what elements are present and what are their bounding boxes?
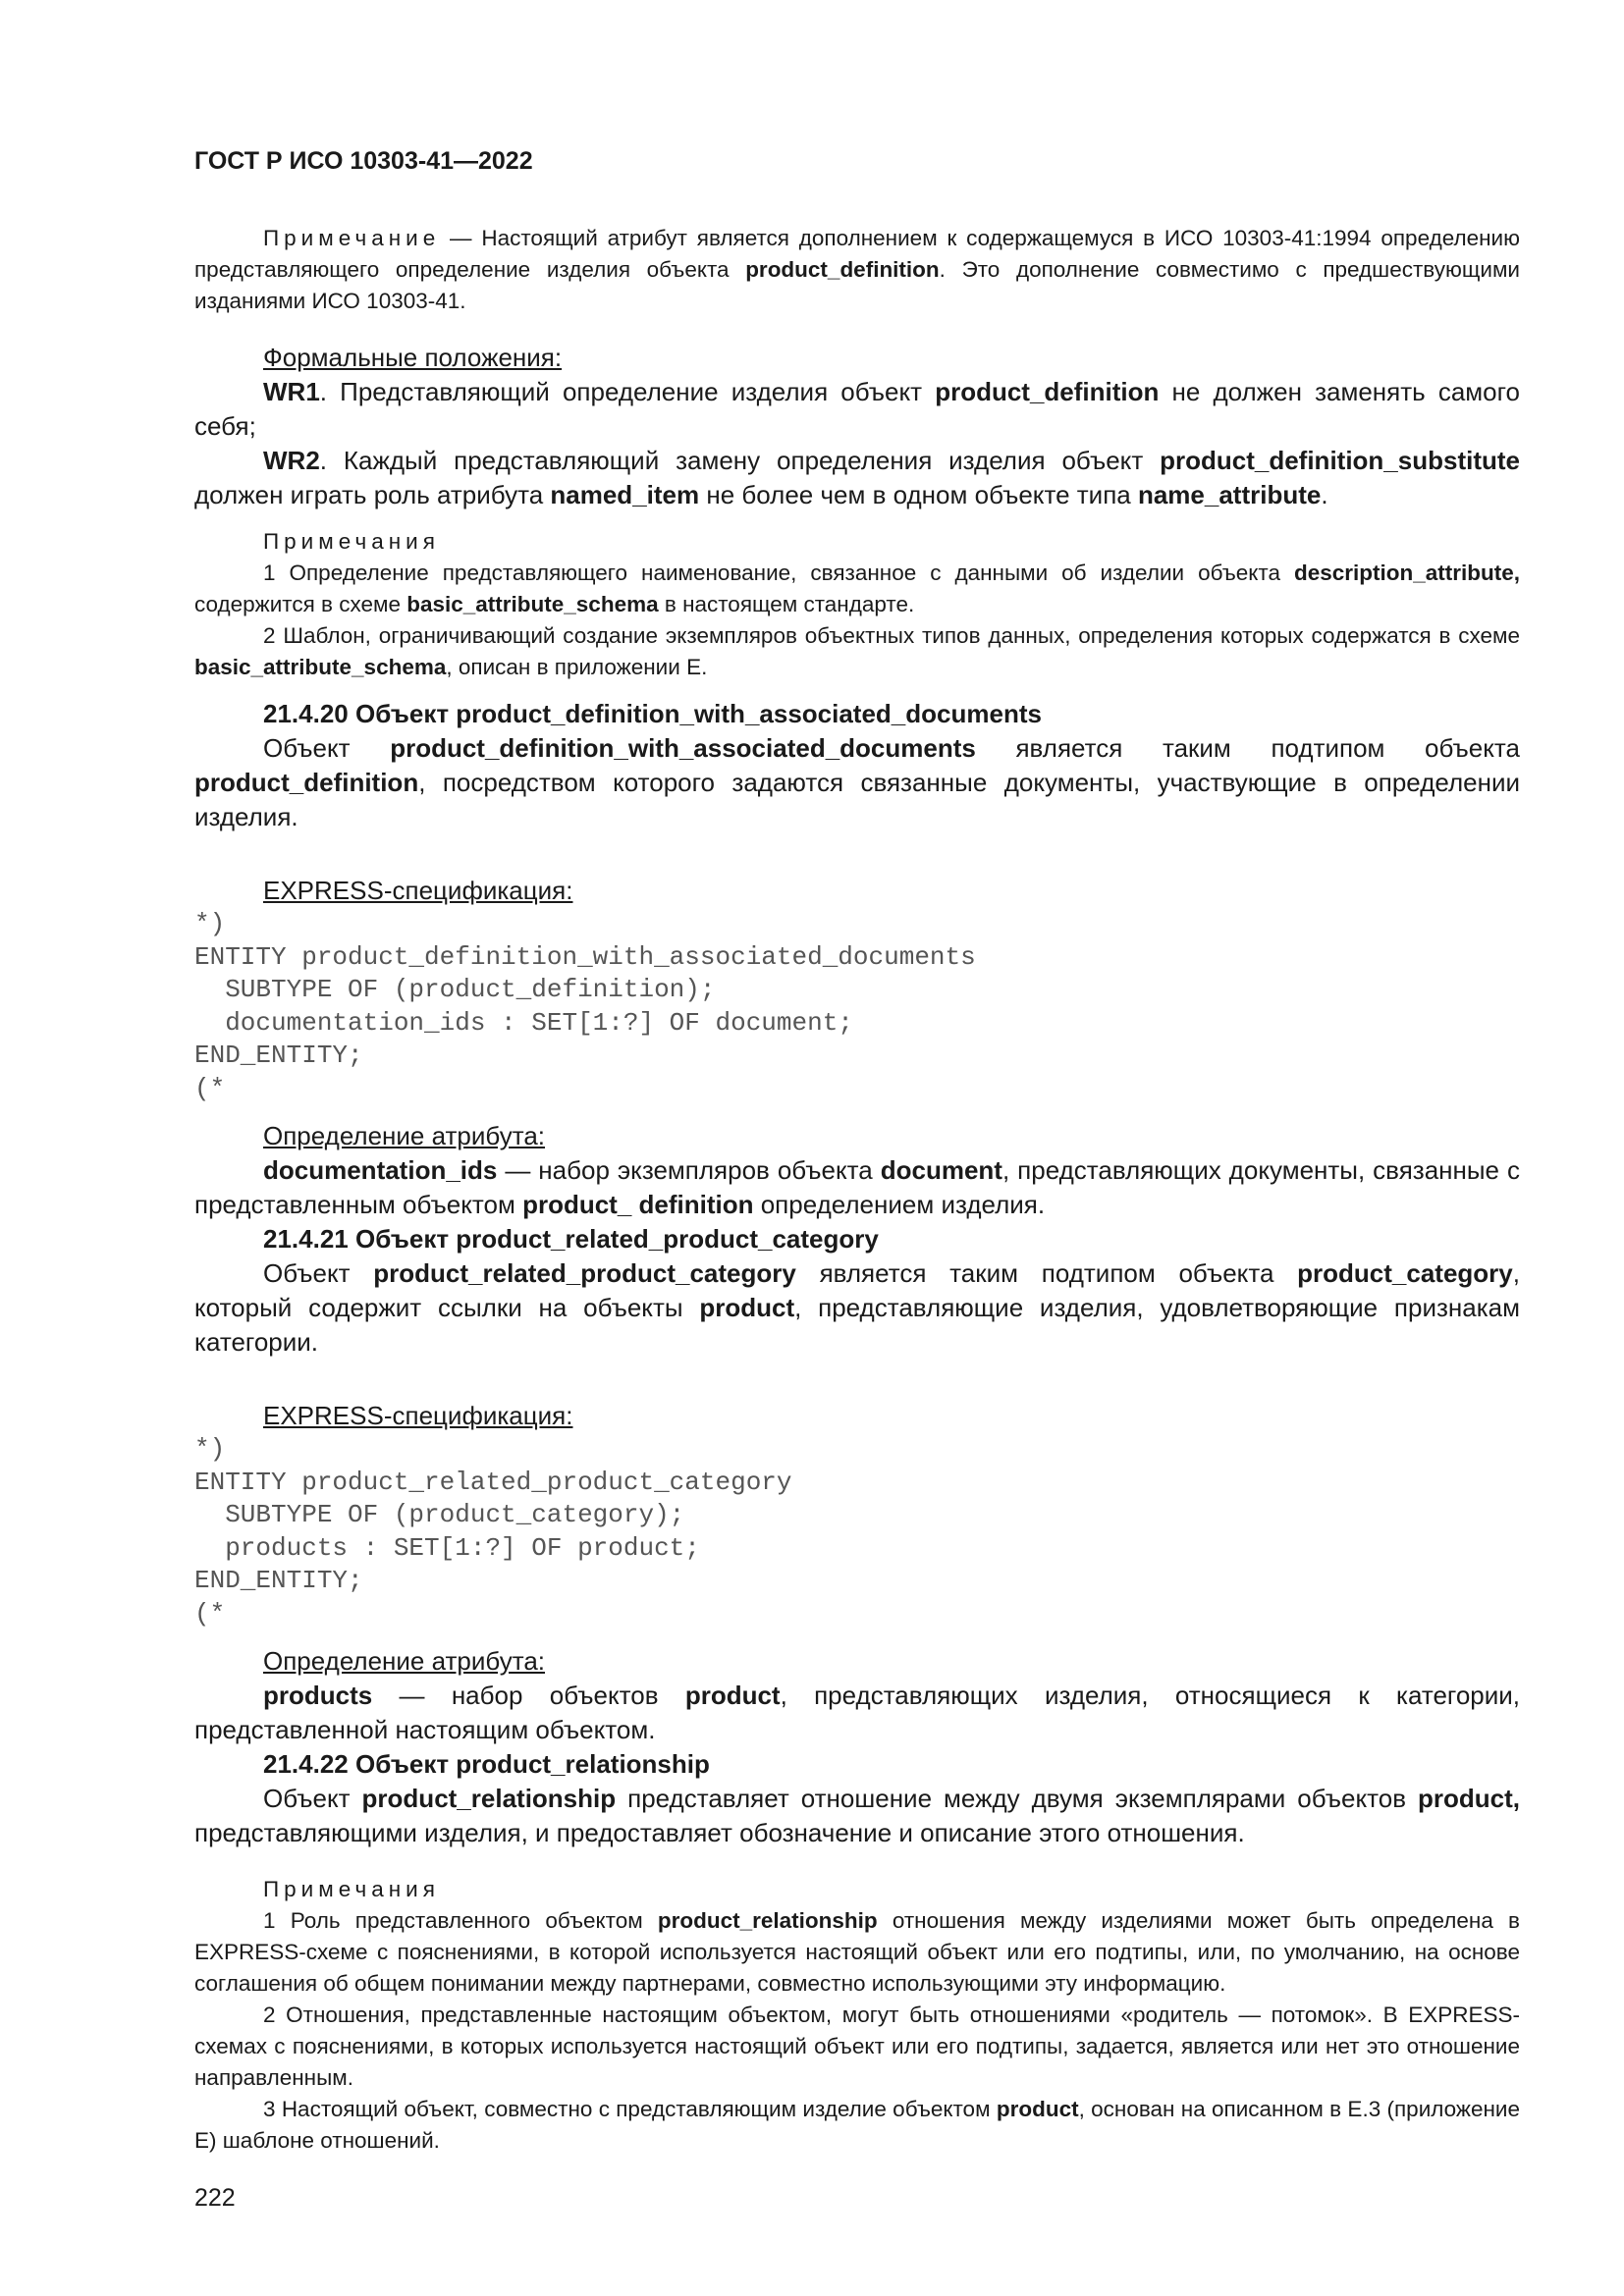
express-code-block xyxy=(194,1433,1520,1630)
page-number: 222 xyxy=(194,2184,236,2212)
code-line: SUBTYPE OF (product_definition); xyxy=(194,975,716,1004)
code-line: *) xyxy=(194,1434,226,1464)
rule-wr2: WR2. Каждый представляющий замену определения изделия объект product_definition_substitute должен играть роль атрибута named_item не более чем в одном объекте типа name_attribute. xyxy=(194,446,1520,509)
code-line: *) xyxy=(194,909,226,938)
code-line: ENTITY product_definition_with_associated_documents xyxy=(194,941,976,972)
section-heading-21-4-21: 21.4.21 Объект product_related_product_category xyxy=(263,1224,879,1254)
code-line: documentation_ids : SET[1:?] OF document; xyxy=(194,1007,853,1038)
code-line: (* xyxy=(194,1073,226,1103)
note-paragraph: Примечание — Настоящий атрибут является дополнением к содержащемуся в ИСО 10303-41:1994 определению представляющего определение изделия объекта product_definition. Это дополнение совместимо с предшествующими изданиями ИСО 10303-41. xyxy=(194,226,1521,313)
attribute-definition-label: Определение атрибута: xyxy=(263,1646,546,1676)
attribute-definition: documentation_ids — набор экземпляров объекта document, представляющих документы, связанные с представленным объектом product_ definition определением изделия. xyxy=(194,1155,1520,1219)
attribute-definition: products — набор объектов product, представляющих изделия, относящиеся к категории, представленной настоящим объектом. xyxy=(194,1681,1521,1744)
section-paragraph: Объект product_relationship представляет отношение между двумя экземплярами объектов product, представляющими изделия, и предоставляет обозначение и описание этого отношения. xyxy=(194,1784,1521,1847)
code-line: products : SET[1:?] OF product; xyxy=(194,1532,700,1563)
express-code-block xyxy=(194,908,1520,1105)
rule-wr1: WR1. Представляющий определение изделия объект product_definition не должен заменять самого себя; xyxy=(194,377,1520,441)
express-spec-label: EXPRESS-спецификация: xyxy=(263,1401,573,1430)
express-spec-label: EXPRESS-спецификация: xyxy=(263,876,573,905)
code-line: (* xyxy=(194,1598,226,1629)
code-line: END_ENTITY; xyxy=(194,1041,363,1070)
note-label: Примечание xyxy=(263,226,441,250)
note-item: 2 Шаблон, ограничивающий создание экземпляров объектных типов данных, определения которых содержатся в схеме basic_attribute_schema, описан в приложении E. xyxy=(194,623,1520,679)
code-line: ENTITY product_related_product_category xyxy=(194,1467,792,1497)
section-paragraph: Объект product_related_product_category является таким подтипом объекта product_category, который содержит ссылки на объекты product, представляющие изделия, удовлетворяющие признакам категории. xyxy=(194,1258,1520,1357)
section-heading-21-4-20: 21.4.20 Объект product_definition_with_associated_documents xyxy=(263,699,1042,728)
note-item: 3 Настоящий объект, совместно с представляющим изделие объектом product, основан на описанном в E.3 (приложение E) шаблоне отношений. xyxy=(194,2097,1520,2153)
note-item: 2 Отношения, представленные настоящим объектом, могут быть отношениями «родитель — потомок». В EXPRESS-схемах с пояснениями, в которых используется настоящий объект или его подтипы, задается, является или нет это отношение направленным. xyxy=(194,2002,1520,2090)
formal-provisions-heading: Формальные положения: xyxy=(263,343,563,372)
section-paragraph: Объект product_definition_with_associated_documents является таким подтипом объекта product_definition, посредством которого задаются связанные документы, участвующие в определении изделия. xyxy=(194,733,1521,831)
notes-label: Примечания xyxy=(263,1877,440,1901)
code-line: SUBTYPE OF (product_category); xyxy=(194,1500,685,1529)
code-line: END_ENTITY; xyxy=(194,1566,363,1595)
section-heading-21-4-22: 21.4.22 Объект product_relationship xyxy=(263,1749,710,1779)
note-item: 1 Роль представленного объектом product_relationship отношения между изделиями может быть определена в EXPRESS-схеме с пояснениями, в которой используется настоящий объект или его подтипы, или, по умолчанию, на основе соглашения об общем понимании между партнерами, совместно использующими эту информацию. xyxy=(194,1908,1520,1996)
attribute-definition-label: Определение атрибута: xyxy=(263,1121,546,1150)
document-page xyxy=(194,147,1520,2213)
note-item: 1 Определение представляющего наименование, связанное с данными об изделии объекта description_attribute, содержится в схеме basic_attribute_schema в настоящем стандарте. xyxy=(194,561,1520,616)
standard-header: ГОСТ Р ИСО 10303-41—2022 xyxy=(194,147,533,175)
notes-label: Примечания xyxy=(263,529,440,554)
